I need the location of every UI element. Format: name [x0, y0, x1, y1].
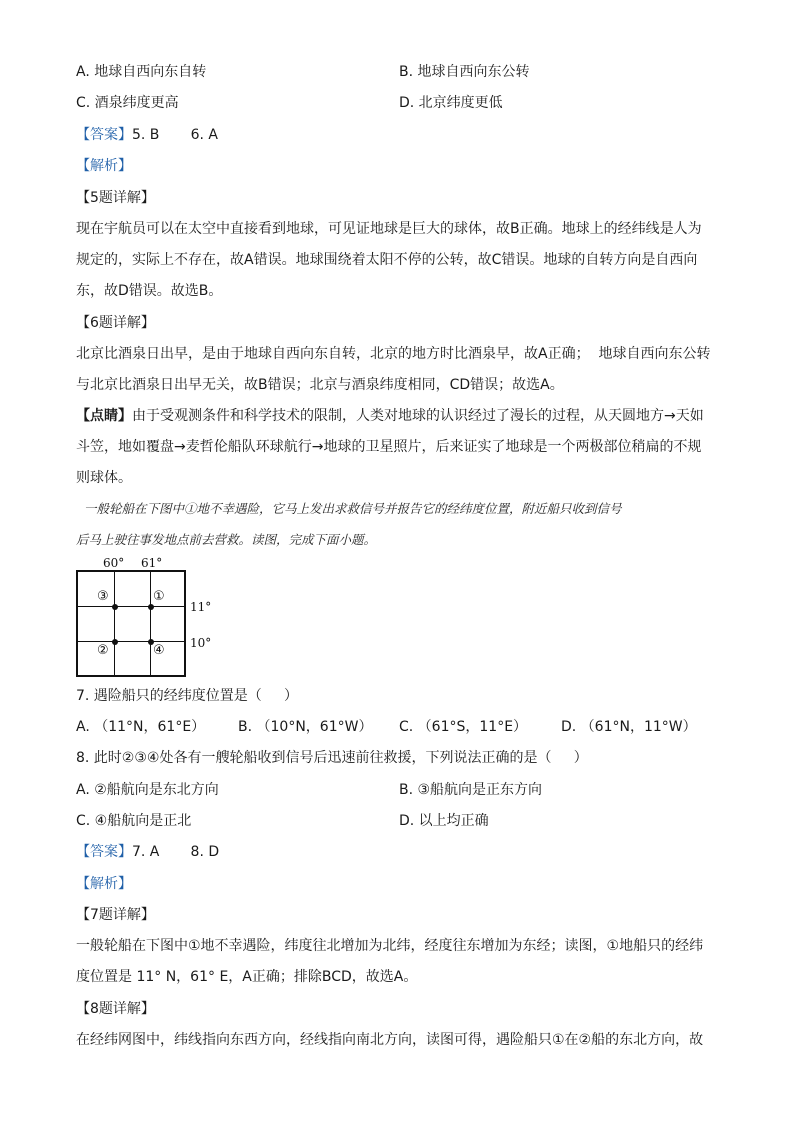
- option-a-q5: A. 地球自西向东自转: [76, 64, 207, 80]
- answer-label: 【答案】: [76, 127, 132, 143]
- marker-3: ③: [97, 589, 109, 604]
- marker-4: ④: [153, 643, 165, 658]
- option-d-q7: D. （61°N，11°W）: [561, 719, 697, 735]
- detail-5-line-3: 东，故D错误。故选B。: [76, 283, 223, 299]
- detail-7-line-1: 一般轮船在下图中①地不幸遇险，纬度往北增加为北纬，经度往东增加为东经；读图，①地船只的经纬: [76, 938, 704, 954]
- option-b-q7: B. （10°N，61°W）: [238, 719, 373, 735]
- detail-8-line-1: 在经纬网图中，纬线指向东西方向，经线指向南北方向，读图可得，遇险船只①在②船的东北方向，故: [76, 1032, 704, 1048]
- question-7-stem: 7. 遇险船只的经纬度位置是（ ）: [76, 688, 299, 704]
- dianjing-line-1: [76, 406, 704, 426]
- marker-1: ①: [153, 589, 165, 604]
- option-c-q7: C. （61°S，11°E）: [399, 719, 528, 735]
- lat-label-10: 10°: [190, 636, 212, 650]
- option-d-q8: D. 以上均正确: [399, 813, 489, 829]
- detail-8-header: 【8题详解】: [76, 1001, 155, 1017]
- analysis-label: 【解析】: [76, 158, 132, 174]
- lon-label-61: 61°: [141, 556, 163, 570]
- question-8-stem: 8. 此时②③④处各有一艘轮船收到信号后迅速前往救援，下列说法正确的是（ ）: [76, 750, 588, 766]
- dianjing-line-3: 则球体。: [76, 470, 132, 486]
- answer-line-7-8: [76, 842, 219, 862]
- option-a-q7: A. （11°N，61°E）: [76, 719, 206, 735]
- option-b-q8: B. ③船航向是正东方向: [399, 782, 543, 798]
- parallel-11: [78, 606, 184, 607]
- dianjing-line-2: 斗笠，地如覆盘→麦哲伦船队环球航行→地球的卫星照片，后来证实了地球是一个两极部位稍扁的不规: [76, 439, 702, 455]
- answer-label: 【答案】: [76, 844, 132, 860]
- option-c-q8: C. ④船航向是正北: [76, 813, 192, 829]
- meridian-61: [150, 572, 151, 675]
- dianjing-label: 【点睛】: [76, 408, 132, 424]
- option-a-q8: A. ②船航向是东北方向: [76, 782, 219, 798]
- grid-point-dot: [112, 639, 118, 645]
- intro-line-1: 一般轮船在下图中①地不幸遇险，它马上发出求救信号并报告它的经纬度位置，附近船只收到信号: [76, 501, 622, 516]
- answer-values: 7. A 8. D: [132, 844, 220, 860]
- lat-label-11: 11°: [190, 600, 212, 614]
- detail-5-line-1: 现在宇航员可以在太空中直接看到地球，可见证地球是巨大的球体，故B正确。地球上的经纬线是人为: [76, 221, 702, 237]
- option-d-q6: D. 北京纬度更低: [399, 95, 503, 111]
- parallel-10: [78, 641, 184, 642]
- detail-6-line-1: 北京比酒泉日出早，是由于地球自西向东自转，北京的地方时比酒泉早，故A正确； 地球自西向东公转: [76, 346, 711, 362]
- lon-label-60: 60°: [103, 556, 125, 570]
- dianjing-text-1: 由于受观测条件和科学技术的限制，人类对地球的认识经过了漫长的过程，从天圆地方→天如: [132, 408, 704, 424]
- answer-line-5-6: [76, 125, 218, 145]
- meridian-60: [114, 572, 115, 675]
- option-c-q6: C. 酒泉纬度更高: [76, 95, 179, 111]
- intro-line-2: 后马上驶往事发地点前去营救。读图，完成下面小题。: [76, 532, 377, 547]
- detail-5-line-2: 规定的，实际上不存在，故A错误。地球围绕着太阳不停的公转，故C错误。地球的自转方向是自西向: [76, 252, 698, 268]
- grid-point-dot: [148, 604, 154, 610]
- marker-2: ②: [97, 643, 109, 658]
- detail-6-header: 【6题详解】: [76, 315, 155, 331]
- detail-5-header: 【5题详解】: [76, 190, 155, 206]
- analysis-label: 【解析】: [76, 876, 132, 892]
- option-b-q5: B. 地球自西向东公转: [399, 64, 530, 80]
- latlon-grid: [76, 570, 186, 677]
- detail-7-line-2: 度位置是 11° N，61° E，A正确；排除BCD，故选A。: [76, 969, 418, 985]
- detail-7-header: 【7题详解】: [76, 907, 155, 923]
- detail-6-line-2: 与北京比酒泉日出早无关，故B错误；北京与酒泉纬度相同，CD错误；故选A。: [76, 377, 564, 393]
- grid-point-dot: [112, 604, 118, 610]
- answer-values: 5. B 6. A: [132, 127, 218, 143]
